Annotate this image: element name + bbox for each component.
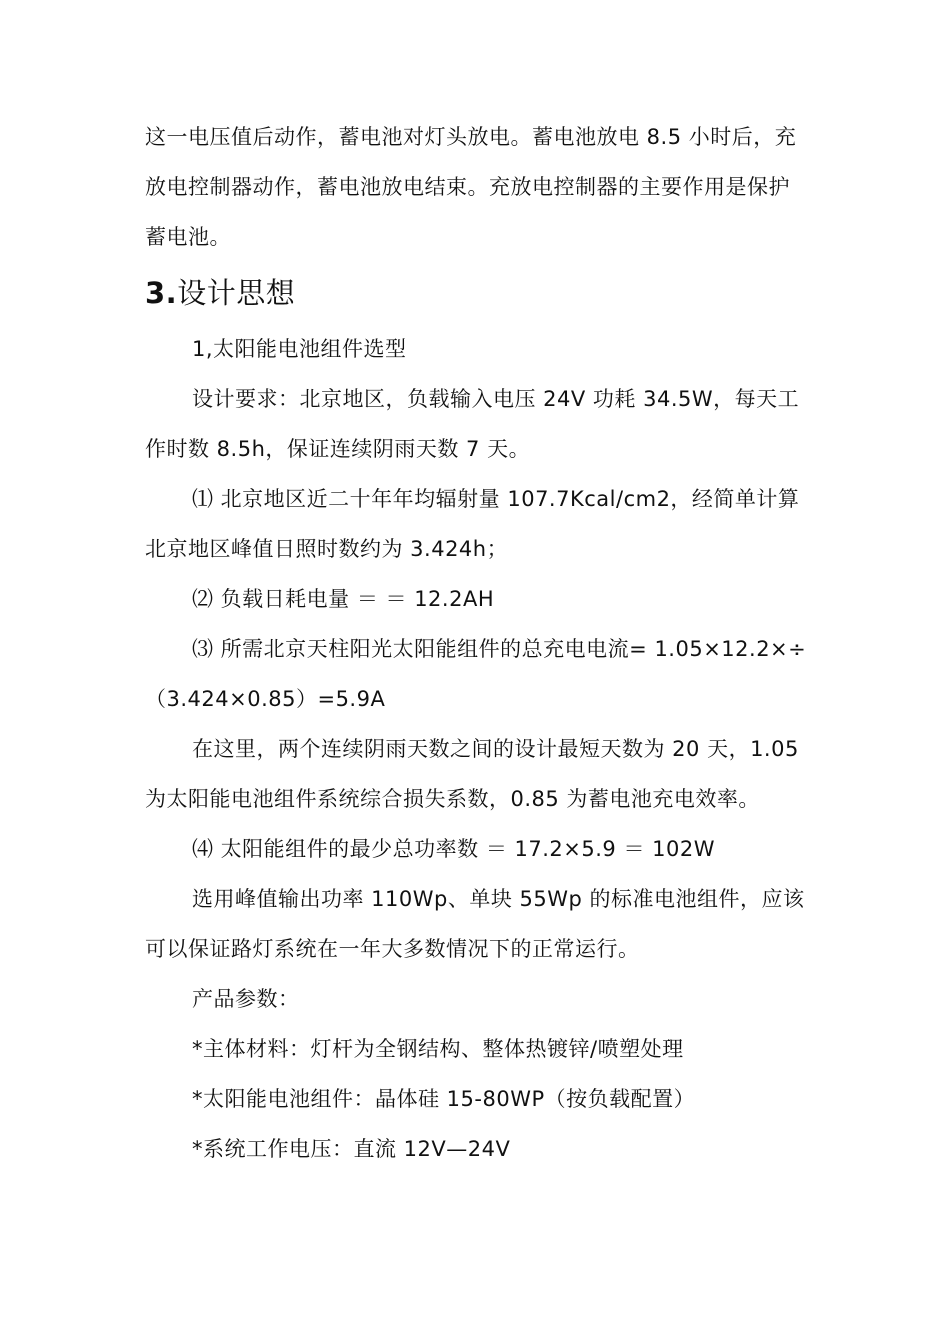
paragraph-item-1: ⑴ 北京地区近二十年年均辐射量 107.7Kcal/cm2，经简单计算北京地区峰值日照时数约为 3.424h； — [145, 487, 800, 561]
paragraph-selection: 选用峰值输出功率 110Wp、单块 55Wp 的标准电池组件，应该可以保证路灯系统在一年大多数情况下的正常运行。 — [145, 887, 805, 961]
paragraph-controller-intro: 这一电压值后动作，蓄电池对灯头放电。蓄电池放电 8.5 小时后，充放电控制器动作，蓄电池放电结束。充放电控制器的主要作用是保护蓄电池。 — [145, 125, 797, 249]
section-number: 3. — [145, 276, 178, 310]
param-main-material: *主体材料：灯杆为全钢结构、整体热镀锌/喷塑处理 — [192, 1037, 684, 1061]
section-title: 设计思想 — [177, 276, 296, 310]
product-params-title: 产品参数： — [192, 987, 300, 1011]
paragraph-design-requirements: 设计要求：北京地区，负载输入电压 24V 功耗 34.5W，每天工作时数 8.5h，保证连续阴雨天数 7 天。 — [145, 387, 800, 461]
subsection-title: 1,太阳能电池组件选型 — [192, 337, 407, 361]
paragraph-item-2: ⑵ 负载日耗电量 ＝ ＝ 12.2AH — [192, 587, 495, 611]
paragraph-item-4: ⑷ 太阳能组件的最少总功率数 ＝ 17.2×5.9 ＝ 102W — [192, 837, 715, 861]
document-body — [145, 112, 810, 1174]
param-system-voltage: *系统工作电压：直流 12V—24V — [192, 1137, 511, 1161]
paragraph-item-3: ⑶ 所需北京天柱阳光太阳能组件的总充电电流= 1.05×12.2×÷（3.424×0.85）=5.9A — [145, 637, 807, 711]
paragraph-explanation: 在这里，两个连续阴雨天数之间的设计最短天数为 20 天，1.05 为太阳能电池组件系统综合损失系数，0.85 为蓄电池充电效率。 — [145, 737, 799, 811]
section-heading — [145, 262, 810, 324]
param-solar-module: *太阳能电池组件：晶体硅 15-80WP（按负载配置） — [192, 1087, 696, 1111]
